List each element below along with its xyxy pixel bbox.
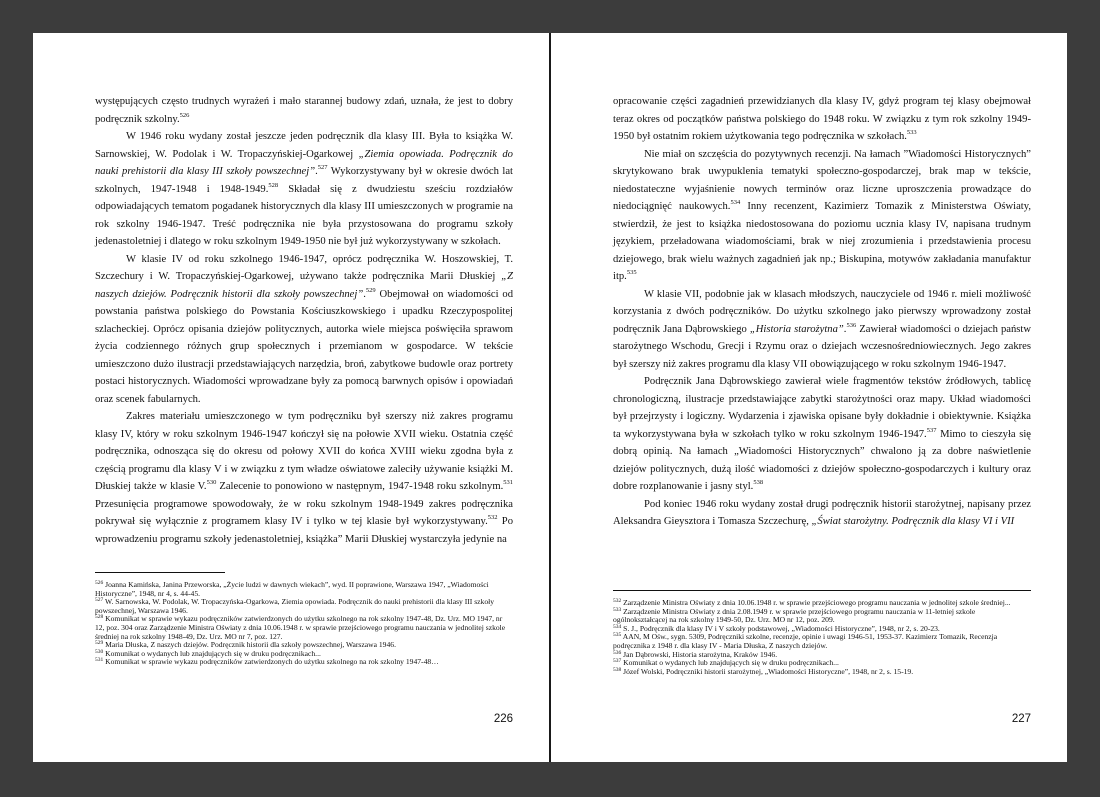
page-right [551, 33, 1067, 762]
footnote-ref: 529 [365, 286, 376, 294]
footnote-ref: 531 [503, 479, 513, 486]
page-left [33, 33, 549, 762]
footnote: $^{529}$ Maria Dłuska, Z naszych dziejów. Podręcznik historii dla szkoły powszechnej, Warszawa 1946. [95, 640, 396, 650]
footnote-separator [613, 590, 1031, 591]
paragraph: W klasie VII, podobnie jak w klasach młodszych, nauczyciele od 1946 r. mieli możliwość korzystania z dwóch podręczników. Do użytku szkolnego jako pierwszy wprowadzony został podręcznik Jana Dąbrowskiego „Historia starożytna”.$^{536}$ Zawierał wiadomości o dziejach państw starożytnego Wschodu, Grecji i Rzymu oraz o dziejach wczesnośredniowiecznych. Jego zakres był szerszy niż zakres programu dla klasy VII obowiązującego w roku szkolnym 1946-1947. [613, 288, 1031, 370]
footnote-ref: 528 [95, 614, 104, 621]
footnote-ref: 537 [926, 426, 937, 434]
body-text [95, 93, 513, 548]
footnote-ref: 534 [613, 623, 622, 630]
footnote: $^{537}$ Komunikat o wydanych lub znajdujących się w druku podręcznikach... [613, 658, 839, 668]
footnote: $^{530}$ Komunikat o wydanych lub znajdujących się w druku podręcznikach... [95, 648, 321, 658]
paragraph: Pod koniec 1946 roku wydany został drugi podręcznik historii starożytnej, napisany przez Aleksandra Gieysztora i Tomasza Szczechurę, „Świat starożytny. Podręcznik dla klasy VI i VII [613, 498, 1031, 527]
footnote-ref: 535 [613, 632, 622, 639]
paragraph: występujących często trudnych wyrażeń i mało starannej budowy zdań, uznała, że jest to dobry podręcznik szkolny.$^{526}$ [95, 96, 513, 125]
body-text [613, 93, 1031, 531]
footnote: $^{527}$ W. Sarnowska, W. Podolak, W. Tropaczyńska-Ogarkowa, Ziemia opowiada. Podręcznik do nauki prehistorii dla klasy III szkoły powszechnej, Warszawa 1946. [95, 597, 495, 615]
footnote-ref: 537 [613, 658, 622, 665]
footnote-ref: 534 [730, 199, 741, 206]
footnotes [95, 581, 513, 667]
footnote: $^{535}$ AAN, M Ośw., sygn. 5309, Podręczniki szkolne, recenzje, opinie i uwagi 1946-51, 1953-37. Kazimierz Tomazik, Recenzja podręcznika z 1948 r. dla klasy IV - Maria Dłuska, Z naszych dziejów. [613, 632, 998, 650]
paragraph: W klasie IV od roku szkolnego 1946-1947, oprócz podręcznika W. Hoszowskiej, T. Szczechury i W. Tropaczyńskiej-Ogarkowej, używano także podręcznika Marii Dłuskiej „Z naszych dziejów. Podręcznik historii dla szkoły powszechnej”.$^{529}$ Obejmował on wiadomości od powstania państwa polskiego do Powstania Kościuszkowskiego i upadku Rzeczypospolitej szlacheckiej. Oprócz opisania dziejów politycznych, autorka wiele miejsca poświęciła sprawom życia codziennego różnych grup społecznych i przemianom w gospodarce. W tekście umieszczono dużo ilustracji przedstawiających narzędzia, broń, zabytkowe budowle oraz portrety postaci historycznych. Wiadomości wprowadzane były za pomocą barwnych opisów i opowiadań oraz scenek fabularnych. [95, 253, 513, 405]
footnote-ref: 530 [95, 648, 104, 655]
paragraph: opracowanie części zagadnień przewidzianych dla klasy IV, gdyż program tej klasy obejmował teraz okres od początków państwa polskiego do 1948 roku. W związku z tym rok szkolny 1949-1950 był ostatnim rokiem użytkowania tego podręcznika w szkołach.$^{533}$ [613, 96, 1031, 142]
footnote: $^{532}$ Zarządzenie Ministra Oświaty z dnia 10.06.1948 r. w sprawie przejściowego programu nauczania w jednolitej szkole średniej... [613, 598, 1011, 607]
footnote-ref: 538 [753, 479, 764, 486]
footnote-ref: 528 [268, 181, 279, 189]
footnote-ref: 536 [613, 649, 622, 656]
footnote: $^{528}$ Komunikat w sprawie wykazu podręczników zatwierdzonych do użytku szkolnego na rok szkolny 1947-48, Dz. Urz. MO 1947, nr 12, poz. 304 oraz Zarządzenie Ministra Oświaty z dnia 10.06.1948 r. w sprawie przejściowego programu nauczania w jednolitej szkole średniej na rok szkolny 1948-49, Dz. Urz. MO nr 7, poz. 127. [95, 614, 506, 641]
paragraph: Nie miał on szczęścia do pozytywnych recenzji. Na łamach ”Wiadomości Historycznych” skrytykowano brak uwypuklenia tematyki społeczno-gospodarczej, brak map w tekście, niedostateczne wyjaśnienie nowych terminów oraz liczne uproszczenia prowadzące do niedociągnięć naukowych.$^{534}$ Inny recenzent, Kazimierz Tomazik z Ministerstwa Oświaty, stwierdził, że jest to książka niedostosowana do poziomu ucznia klasy IV, napisana trudnym językiem, przeładowana wiadomościami, brak w niej zrozumienia i przedstawienia procesu dziejowego, brak wielu ważnych zagadnień jak np.; Biskupina, motywów zakładania manufaktur itp.$^{535}$ [613, 148, 1031, 282]
footnote-ref: 530 [206, 479, 217, 486]
footnote: $^{538}$ Józef Wolski, Podręczniki historii starożytnej, „Wiadomości Historyczne”, 1948, nr 2, s. 15-19. [613, 666, 914, 676]
footnote: $^{526}$ Joanna Kamińska, Janina Przeworska, „Życie ludzi w dawnych wiekach”, wyd. II poprawione, Warszawa 1947, „Wiadomości Historyczne”, 1948, nr 4, s. 44-45. [95, 580, 489, 598]
footnotes [613, 599, 1031, 676]
footnote-ref: 536 [846, 321, 857, 329]
footnote-ref: 527 [95, 597, 104, 604]
footnote-ref: 526 [95, 580, 104, 586]
footnote-separator [95, 572, 225, 573]
footnote-ref: 533 [613, 606, 622, 613]
footnote-ref: 532 [613, 598, 622, 604]
footnote-ref: 535 [626, 269, 637, 276]
footnote-ref: 526 [179, 111, 190, 119]
page-number: 226 [493, 713, 513, 725]
footnote-ref: 531 [95, 657, 104, 664]
footnote-ref: 532 [487, 514, 498, 521]
footnote-ref: 529 [95, 640, 104, 647]
footnote-ref: 533 [906, 129, 917, 136]
footnote: $^{534}$ S. J., Podręcznik dla klasy IV i V szkoły podstawowej, „Wiadomości Historyczne”, 1948, nr 2, s. 20-23. [613, 623, 940, 633]
paragraph: Zakres materiału umieszczonego w tym podręczniku był szerszy niż zakres programu klasy IV, który w roku szkolnym 1946-1947 kończył się na połowie XVII wieku. Ostatnia część podręcznika, odnosząca się do okresu od połowy XVII do końca XVIII wieku zgodna była z częścią programu dla klasy V i w związku z tym władze oświatowe zaleciły używanie książki M. Dłuskiej także w klasie V.$^{530}$ Zalecenie to ponowiono w następnym, 1947-1948 roku szkolnym.$^{531}$ Przesunięcia programowe spowodowały, że w roku szkolnym 1948-1949 zakres podręcznika pokrywał się wyłącznie z programem klasy IV i tylko w tej klasie był wykorzystywany.$^{532}$ Po wprowadzeniu programu szkoły jedenastoletniej, książka” Marii Dłuskiej wystarczyła jedynie na [95, 411, 513, 545]
footnote-ref: 538 [613, 666, 622, 673]
footnote: $^{531}$ Komunikat w sprawie wykazu podręczników zatwierdzonych do użytku szkolnego na rok szkolny 1947-48… [95, 657, 439, 667]
footnote: $^{533}$ Zarządzenie Ministra Oświaty z dnia 2.08.1949 r. w sprawie przejściowego programu nauczania w 11-letniej szkole ogólnokształcącej na rok szkolny 1949-50, Dz. Urz. MO nr 12, poz. 209. [613, 606, 976, 625]
footnote-ref: 527 [317, 164, 328, 171]
paragraph: W 1946 roku wydany został jeszcze jeden podręcznik dla klasy III. Była to książka W. Sarnowskiej, W. Podolak i W. Tropaczyńskiej-Ogarkowej „Ziemia opowiada. Podręcznik do nauki prehistorii dla klasy III szkoły powszechnej”.$^{527}$ Wykorzystywany był w okresie dwóch lat szkolnych, 1947-1948 i 1948-1949.$^{528}$ Składał się z dwudziestu sześciu rozdziałów odpowiadających tematom pogadanek historycznych dla klasy III umieszczonych w programie na rok szkolny 1946-1947. Treść podręcznika nie była przystosowana do programu szkoły jedenastoletniej i dlatego w roku szkolnym 1949-1950 nie był już wykorzystywany w szkołach. [95, 131, 514, 247]
page-number: 227 [1011, 713, 1031, 725]
footnote: $^{536}$ Jan Dąbrowski, Historia starożytna, Kraków 1946. [613, 649, 778, 659]
paragraph: Podręcznik Jana Dąbrowskiego zawierał wiele fragmentów tekstów źródłowych, tablicę chronologiczną, ilustracje przedstawiające zabytki starożytności oraz mapy. Układ wiadomości był przejrzysty i logiczny. Wydarzenia i zjawiska opisane były dokładnie i obiektywnie. Książka ta wykorzystywana była w szkołach tylko w roku szkolnym 1946-1947.$^{537}$ Mimo to cieszyła się dobrą opinią. Na łamach „Wiadomości Historycznych” chwalono ją za dobre naświetlenie dziejów politycznych, dużą ilość wiadomości z dziejów społeczno-gospodarczych i kultury oraz dobre rozplanowanie i jasny styl.$^{538}$ [613, 376, 1031, 492]
